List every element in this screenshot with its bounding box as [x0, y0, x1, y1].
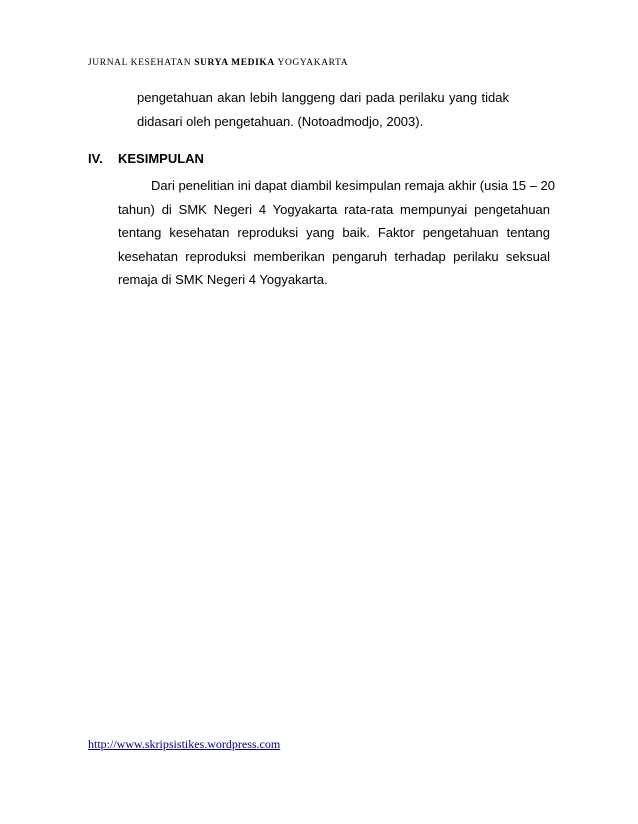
journal-header-part-3: YOGYAKARTA — [274, 58, 349, 68]
conclusion-line: tahun) di SMK Negeri 4 Yogyakarta rata-rata mempunyai pengetahuan — [118, 201, 550, 217]
section-heading — [88, 150, 204, 168]
conclusion-line: kesehatan reproduksi memberikan pengaruh terhadap perilaku seksual — [118, 248, 550, 264]
journal-header-part-2: SURYA MEDIKA — [194, 58, 275, 68]
continuation-paragraph — [137, 86, 509, 133]
conclusion-line: Dari penelitian ini dapat diambil kesimpulan remaja akhir (usia 15 – 20 — [151, 178, 555, 193]
conclusion-line: tentang kesehatan reproduksi yang baik. Faktor pengetahuan tentang — [118, 225, 550, 240]
footer-website-link[interactable]: http://www.skripsistikes.wordpress.com — [88, 737, 281, 751]
continuation-line: didasari oleh pengetahuan. (Notoadmodjo, 2003). — [137, 113, 424, 129]
section-title: KESIMPULAN — [118, 151, 204, 166]
section-number: IV. — [88, 151, 103, 166]
conclusion-paragraph — [118, 174, 555, 292]
journal-header — [88, 58, 348, 68]
conclusion-line: remaja di SMK Negeri 4 Yogyakarta. — [118, 272, 328, 287]
continuation-line: pengetahuan akan lebih langgeng dari pada perilaku yang tidak — [137, 90, 509, 105]
journal-header-part-1: JURNAL KESEHATAN — [88, 58, 195, 68]
